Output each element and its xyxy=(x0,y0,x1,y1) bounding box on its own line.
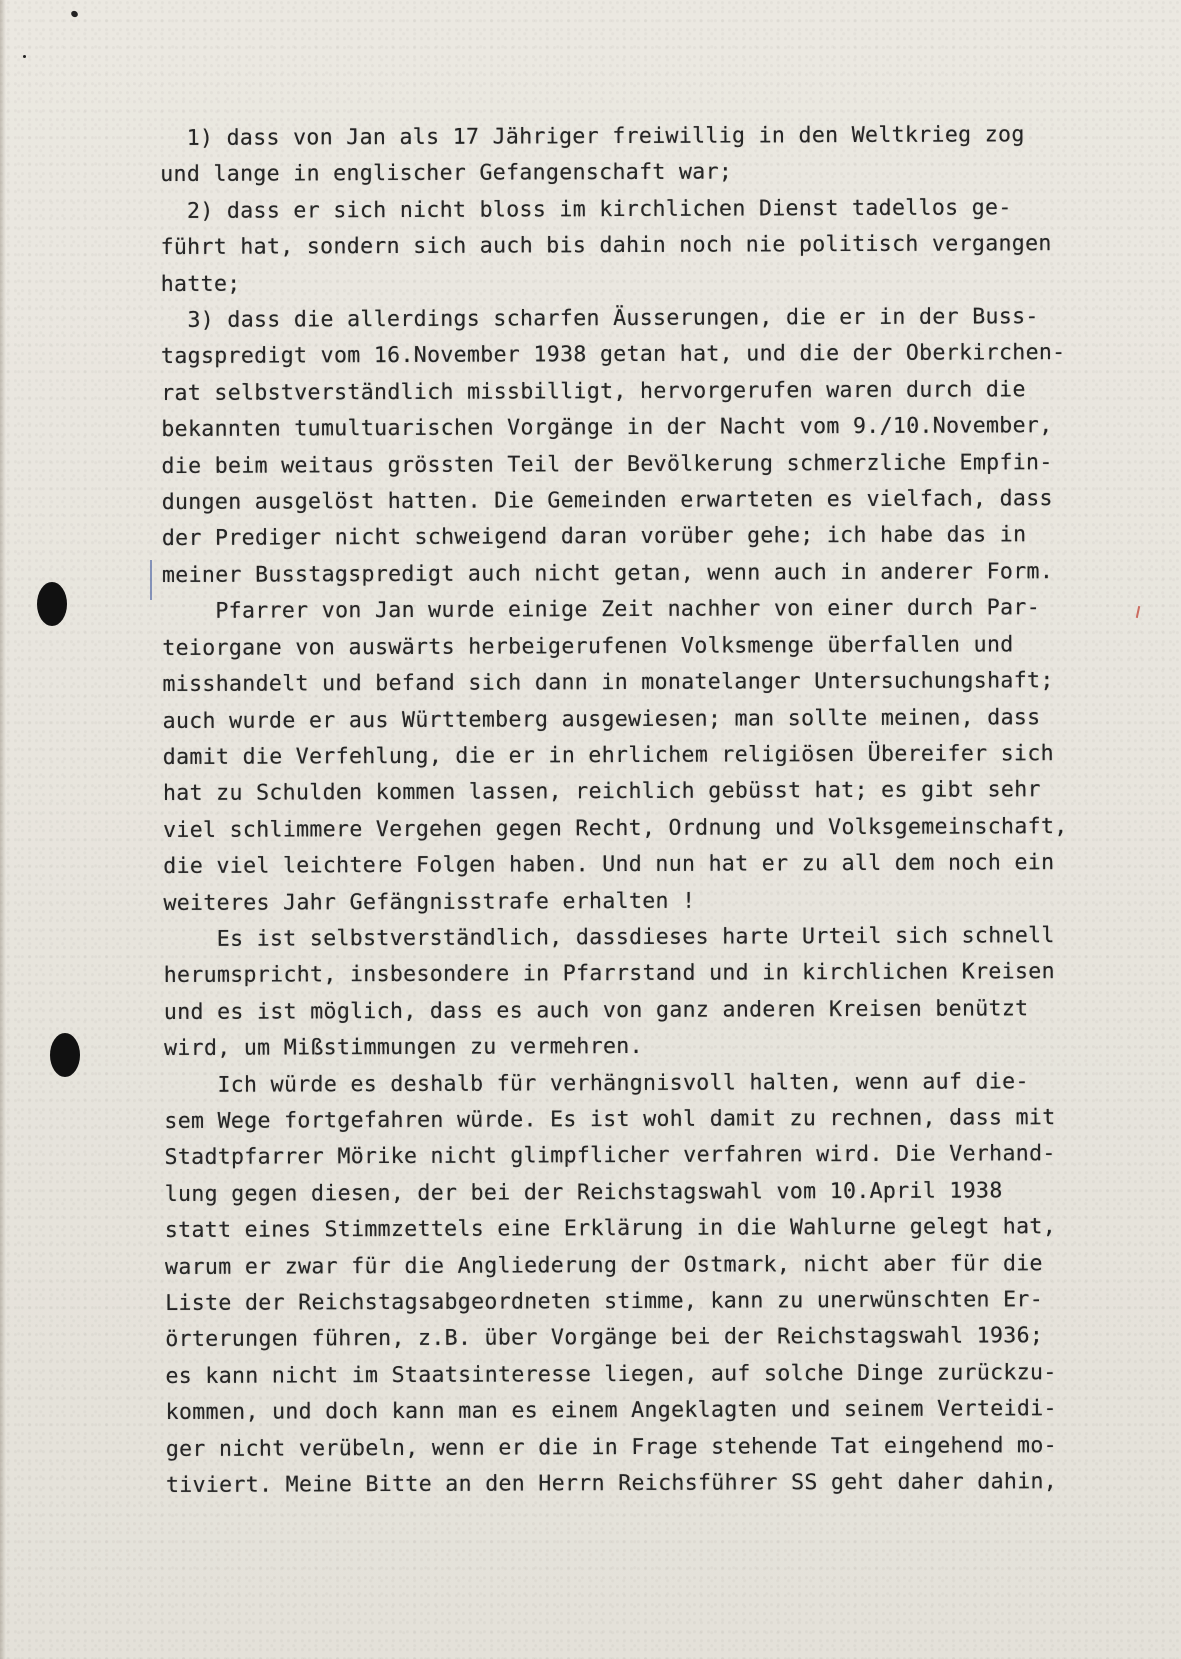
text-line: tiviert. Meine Bitte an den Herrn Reichsführer SS geht daher dahin, xyxy=(165,1469,1058,1499)
text-line: hatte; xyxy=(160,271,241,297)
pencil-margin-mark xyxy=(150,560,152,600)
text-line: wird, um Mißstimmungen zu vermehren. xyxy=(163,1034,643,1062)
text-line: örterungen führen, z.B. über Vorgänge bei der Reichstagswahl 1936; xyxy=(165,1323,1044,1353)
text-line: herumspricht, insbesondere in Pfarrstand und in kirchlichen Kreisen xyxy=(163,959,1055,989)
punch-hole-icon xyxy=(50,1033,80,1077)
text-line: meiner Busstagspredigt auch nicht getan, wenn auch in anderer Form. xyxy=(161,558,1054,588)
text-line: 2) dass er sich nicht bloss im kirchlichen Dienst tadellos ge- xyxy=(160,195,1012,224)
text-line: kommen, und doch kann man es einem Angeklagten und seinem Verteidi- xyxy=(165,1396,1057,1426)
text-line: rat selbstverständlich missbilligt, hervorgerufen waren durch die xyxy=(161,377,1026,406)
text-line: dungen ausgelöst hatten. Die Gemeinden erwarteten es vielfach, dass xyxy=(161,486,1053,516)
text-line: teiorgane von auswärts herbeigerufenen Volksmenge überfallen und xyxy=(162,631,1014,661)
text-line: warum er zwar für die Angliederung der Ostmark, nicht aber für die xyxy=(164,1250,1043,1280)
text-line: damit die Verfehlung, die er in ehrlichem religiösen Übereifer sich xyxy=(162,741,1054,770)
text-line: führt hat, sondern sich auch bis dahin noch nie politisch vergangen xyxy=(160,231,1052,261)
text-line: 3) dass die allerdings scharfen Äusserungen, die er in der Buss- xyxy=(160,304,1039,334)
ink-speck xyxy=(23,55,26,58)
text-line: hat zu Schulden kommen lassen, reichlich gebüsst hat; es gibt sehr xyxy=(162,777,1041,807)
typewritten-text xyxy=(160,117,1166,1505)
text-line: die beim weitaus grössten Teil der Bevölkerung schmerzliche Empfin- xyxy=(161,449,1053,479)
text-line: der Prediger nicht schweigend daran vorüber gehe; ich habe das in xyxy=(161,522,1027,552)
text-line: auch wurde er aus Württemberg ausgewiesen; man sollte meinen, dass xyxy=(162,704,1041,734)
text-line: tagspredigt vom 16.November 1938 getan hat, und die der Oberkirchen- xyxy=(160,340,1066,370)
text-line: lung gegen diesen, der bei der Reichstagswahl vom 10.April 1938 xyxy=(164,1178,1003,1207)
text-line: sem Wege fortgefahren würde. Es ist wohl damit zu rechnen, dass mit xyxy=(164,1105,1056,1134)
text-line: 1) dass von Jan als 17 Jähriger freiwillig in den Weltkrieg zog xyxy=(160,122,1025,151)
text-line: Pfarrer von Jan wurde einige Zeit nachher von einer durch Par- xyxy=(162,595,1041,625)
text-line: misshandelt und befand sich dann in monatelanger Untersuchungshaft; xyxy=(162,668,1054,698)
page-edge-shadow xyxy=(0,0,6,1659)
text-line: bekannten tumultuarischen Vorgänge in der Nacht vom 9./10.November, xyxy=(161,413,1053,443)
text-line: weiteres Jahr Gefängnisstrafe erhalten ! xyxy=(163,888,696,916)
text-line: Es ist selbstverständlich, dassdieses harte Urteil sich schnell xyxy=(163,923,1055,952)
text-line: und lange in englischer Gefangenschaft war; xyxy=(160,159,733,188)
text-line: Liste der Reichstagsabgeordneten stimme, kann zu unerwünschten Er- xyxy=(165,1287,1044,1316)
text-line: Ich würde es deshalb für verhängnisvoll halten, wenn auf die- xyxy=(164,1068,1029,1098)
text-line: Stadtpfarrer Mörike nicht glimpflicher verfahren wird. Die Verhand- xyxy=(164,1141,1056,1171)
ink-speck xyxy=(70,10,79,19)
text-line: es kann nicht im Staatsinteresse liegen, auf solche Dinge zurückzu- xyxy=(165,1359,1057,1389)
text-line: und es ist möglich, dass es auch von ganz anderen Kreisen benützt xyxy=(163,995,1029,1025)
text-line: statt eines Stimmzettels eine Erklärung in die Wahlurne gelegt hat, xyxy=(164,1214,1057,1244)
text-line: ger nicht verübeln, wenn er die in Frage stehende Tat eingehend mo- xyxy=(165,1432,1057,1462)
punch-hole-icon xyxy=(37,582,67,626)
text-line: die viel leichtere Folgen haben. Und nun hat er zu all dem noch ein xyxy=(163,850,1055,880)
text-line: viel schlimmere Vergehen gegen Recht, Ordnung und Volksgemeinschaft, xyxy=(163,813,1068,843)
